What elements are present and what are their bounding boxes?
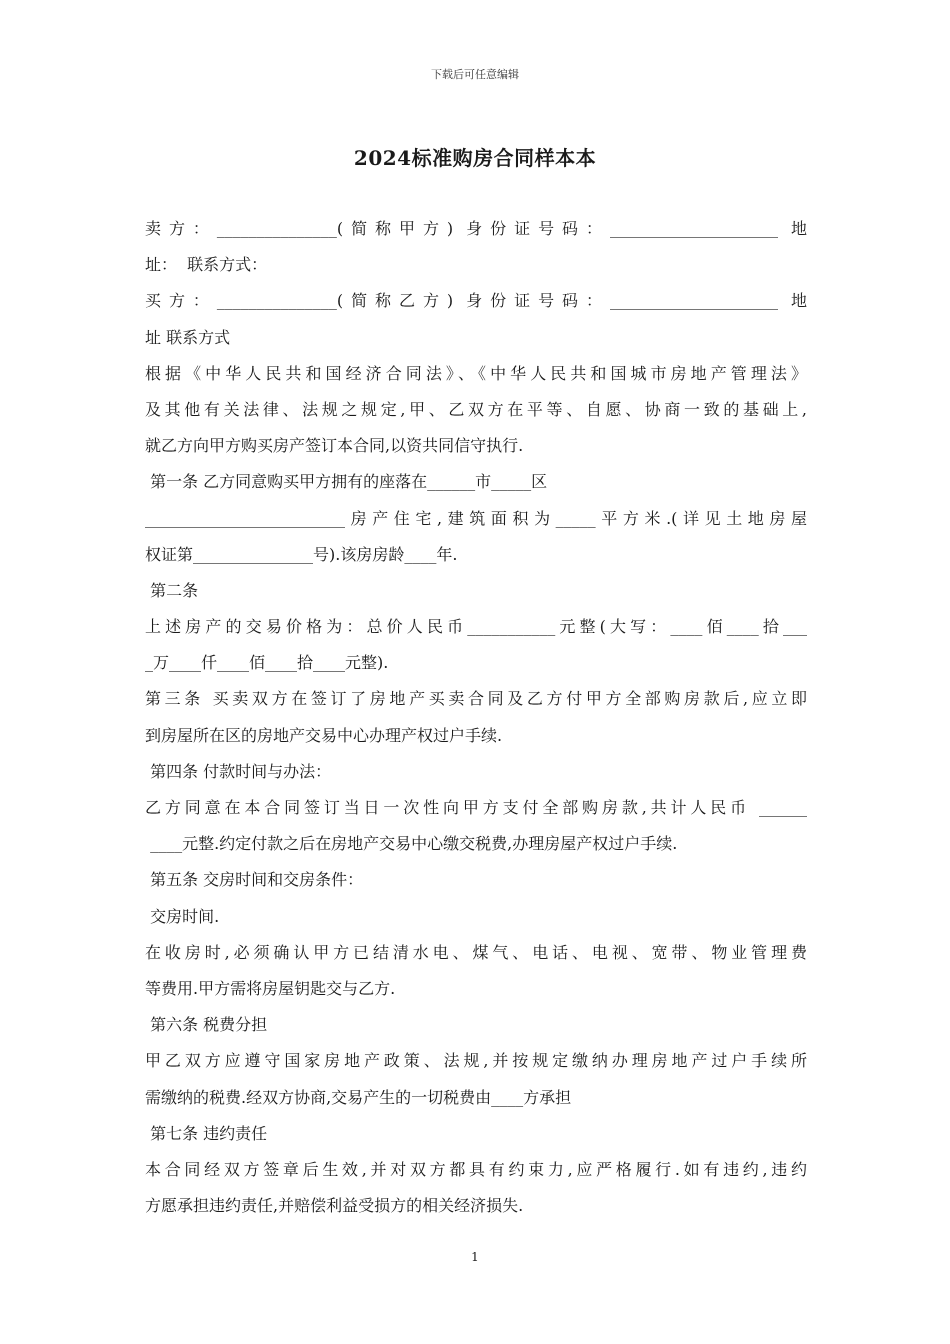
article-4-line: 乙方同意在本合同签订当日一次性向甲方支付全部购房款,共计人民币 ______ (145, 798, 807, 817)
article-7-heading: 第七条 违约责任 (145, 1123, 268, 1143)
article-2-line: 上述房产的交易价格为：总价人民币___________元整(大写：____佰____拾___ (145, 617, 807, 637)
article-1-line: 权证第_______________号).该房房龄____年. (145, 544, 458, 564)
article-2-line: _万____仟____佰____拾____元整). (145, 653, 389, 673)
buyer-address-line: 址 联系方式 (145, 327, 231, 347)
article-1-line: _________________________房产住宅,建筑面积为_____平方米.(详见土地房屋 (145, 508, 807, 528)
article-5-line: 在收房时,必须确认甲方已结清水电、煤气、电话、电视、宽带、物业管理费 (145, 942, 807, 962)
article-4-line: ____元整.约定付款之后在房地产交易中心缴交税费,办理房屋产权过户手续. (145, 834, 678, 854)
seller-address-line: 址： 联系方式： (145, 255, 268, 275)
article-2-heading: 第二条 (145, 580, 199, 600)
document-title: 2024标准购房合同样本本 (353, 146, 597, 170)
article-5-heading: 第五条 交房时间和交房条件： (145, 870, 364, 890)
page-number: 1 (471, 1250, 479, 1264)
article-6-heading: 第六条 税费分担 (145, 1015, 268, 1035)
preamble-line: 及其他有关法律、法规之规定,甲、乙双方在平等、自愿、协商一致的基础上, (145, 399, 807, 419)
article-6-line: 甲乙双方应遵守国家房地产政策、法规,并按规定缴纳办理房地产过户手续所 (145, 1051, 807, 1071)
article-4-heading: 第四条 付款时间与办法： (145, 761, 332, 781)
article-5-line: 交房时间. (145, 906, 220, 926)
seller-line: 卖方：_______________(简称甲方) 身份证号码：_____________________ 地 (145, 219, 807, 238)
preamble-line: 根据《中华人民共和国经济合同法》、《中华人民共和国城市房地产管理法》 (145, 363, 807, 383)
article-3-line: 第三条 买卖双方在签订了房地产买卖合同及乙方付甲方全部购房款后,应立即 (145, 689, 807, 709)
article-6-line: 需缴纳的税费.经双方协商,交易产生的一切税费由____方承担 (145, 1087, 572, 1107)
article-7-line: 本合同经双方签章后生效,并对双方都具有约束力,应严格履行.如有违约,违约 (145, 1159, 807, 1179)
article-3-line: 到房屋所在区的房地产交易中心办理产权过户手续. (145, 725, 503, 745)
preamble-line: 就乙方向甲方购买房产签订本合同,以资共同信守执行. (145, 436, 524, 456)
article-7-line: 方愿承担违约责任,并赔偿利益受损方的相关经济损失. (145, 1196, 524, 1216)
contract-body (145, 211, 807, 1224)
article-5-line: 等费用.甲方需将房屋钥匙交与乙方. (145, 978, 396, 998)
header-note: 下载后可任意编辑 (431, 68, 519, 81)
buyer-line: 买方：_______________(简称乙方) 身份证号码：_____________________ 地 (145, 291, 807, 311)
article-1-line: 第一条 乙方同意购买甲方拥有的座落在______市_____区 (145, 472, 548, 492)
